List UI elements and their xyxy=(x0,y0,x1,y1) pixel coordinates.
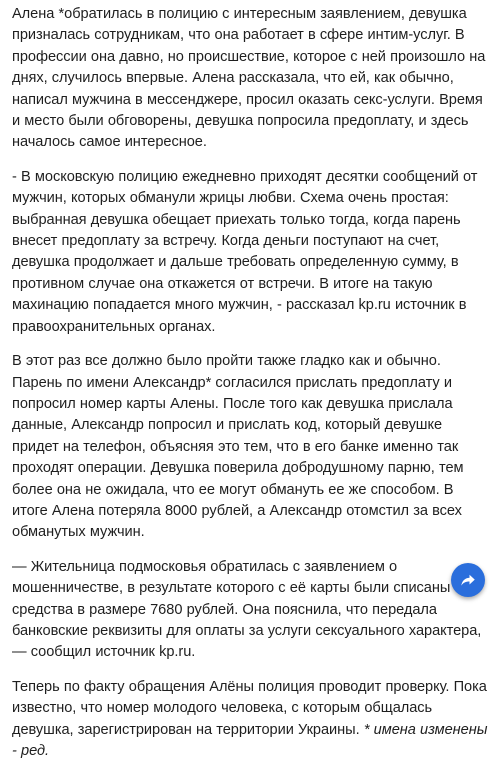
article-paragraph-1: Алена *обратилась в полицию с интересным заявлением, девушка призналась сотрудникам, что она работает в сфере интим-услуг. В профессии она давно, но происшествие, которое с ней произошло на днях, случилось впервые. Алена рассказала, что ей, как обычно, написал мужчина в мессенджере, просил оказать секс-услуги. Время и место были обговорены, девушка попросила предоплату, и здесь началось самое интересное. xyxy=(12,6,486,151)
article-paragraph-5 xyxy=(12,677,490,763)
names-changed-note: * имена изменены - ред. xyxy=(12,721,488,759)
article-paragraph-2: - В московскую полицию ежедневно приходят десятки сообщений от мужчин, которых обманули жрицы любви. Схема очень простая: выбранная девушка обещает приехать только тогда, когда парень внесет предоплату за встречу. Когда деньги поступают на счет, девушка продолжает и дальше требовать определенную сумму, в противном случае она откажется от встречи. В итоге на такую махинацию попадается много мужчин, - рассказал kp.ru источник в правоохранительных органах. xyxy=(12,168,478,335)
article-paragraph-3: В этот раз все должно было пройти также гладко как и обычно. Парень по имени Александр* согласился прислать предоплату и попросил номер карты Алены. После того как девушка прислала данные, Александр попросил и прислать код, который девушке придет на телефон, объясняя это тем, что в его банке именно так проходят операции. Девушка поверила добродушному парню, тем более она не ожидала, что ее могут обмануть ее же способом. В итоге Алена потеряла 8000 рублей, а Александр отомстил за всех обманутых мужчин. xyxy=(12,353,464,541)
share-arrow-icon xyxy=(459,571,477,589)
share-button[interactable] xyxy=(451,563,485,597)
article-paragraph-4: — Жительница подмосковья обратилась с заявлением о мошенничестве, в результате которого с её карты были списаны средства в размере 7680 рублей. Она пояснила, что передала банковские реквизиты для оплаты за услуги сексуального характера, — сообщил источник kp.ru. xyxy=(12,558,482,661)
article-body xyxy=(12,4,490,775)
article-paragraph-5-text: Теперь по факту обращения Алёны полиция проводит проверку. Пока известно, что номер молодого человека, с которым общалась девушка, зарегистрирован на территории Украины. xyxy=(12,678,487,738)
